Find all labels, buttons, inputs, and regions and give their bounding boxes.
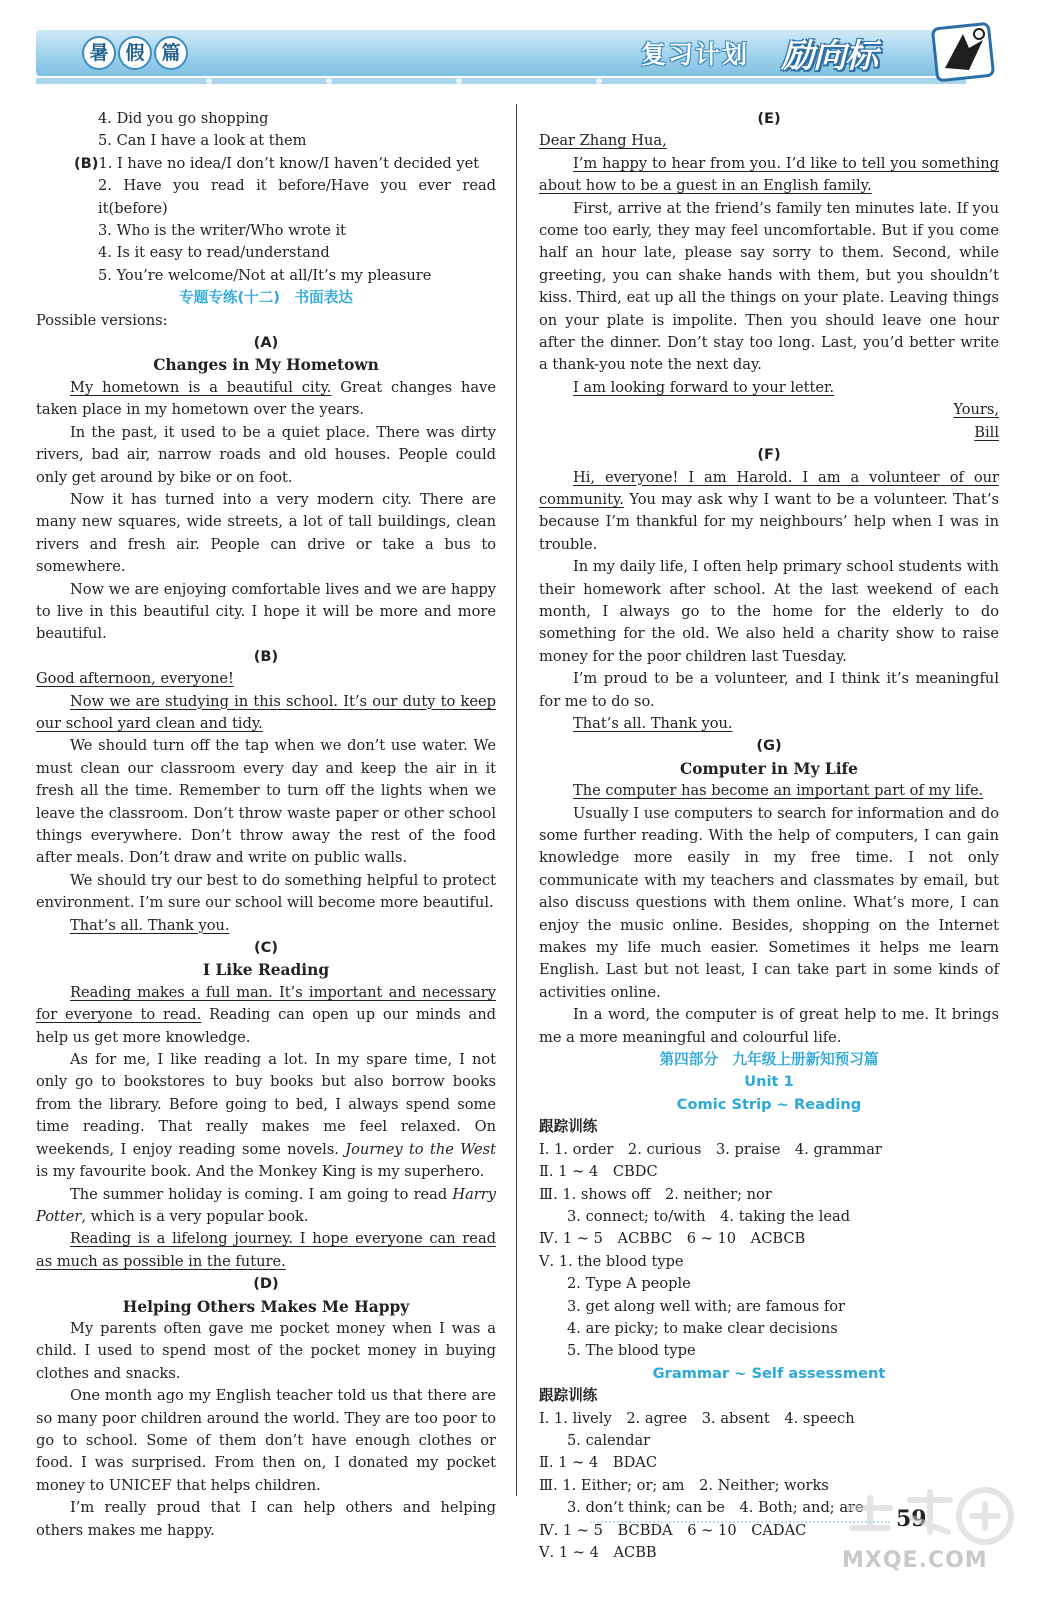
answer-label: (B) xyxy=(74,154,99,172)
essay-paragraph: I’m really proud that I can help others and helping others makes me happy. xyxy=(36,1499,496,1539)
right-column xyxy=(539,108,999,1564)
exercise-heading: 跟踪训练 xyxy=(539,1118,598,1136)
essay-closing xyxy=(539,713,999,735)
essay-paragraph xyxy=(36,982,496,1049)
exercise-line: Ⅳ. 1 ~ 5 BCBDA 6 ~ 10 CADAC xyxy=(539,1521,807,1539)
essay-paragraph: First, arrive at the friend’s family ten minutes late. If you come too early, they may feel uncomfortable. But if you come half an hour late, please say sorry to them. Second, while greeting, you can shake hands with them, but you shouldn’t kiss. Third, eat up all the things on your plate. Leaving things on your plate is impolite. Then you should leave one hour after the dinner. Don’t stay too long. Last, you’d better write a thank-you note the next day. xyxy=(539,199,999,374)
essay-paragraph: My parents often gave me pocket money when I was a child. I used to spend most of the pocket money in buying clothes and snacks. xyxy=(36,1319,496,1382)
essay-paragraph: In my daily life, I often help primary school students with their homework after school. At the last weekend of each month, I always go to the home for the elderly to do something for the old. We also held a charity show to raise money for the poor children last Tuesday. xyxy=(539,558,999,665)
exercise-line: Ⅴ. 1 ~ 4 ACBB xyxy=(539,1544,657,1561)
underlined-sentence: That’s all. Thank you. xyxy=(573,714,733,732)
essay-paragraph xyxy=(36,1049,496,1183)
underlined-sentence: I am looking forward to your letter. xyxy=(573,378,835,396)
underlined-sentence: Good afternoon, everyone! xyxy=(36,670,234,688)
possible-versions-label: Possible versions: xyxy=(36,311,168,329)
paragraph-text: You may ask why I want to be a volunteer. That’s because I’m thankful for my neighbours’ help when I was in trouble. xyxy=(539,490,999,553)
essay-label: (E) xyxy=(757,110,781,127)
essay-paragraph xyxy=(539,467,999,557)
essay-paragraph xyxy=(36,1228,496,1273)
essay-paragraph: I’m proud to be a volunteer, and I think it’s meaningful for me to do so. xyxy=(539,670,999,710)
underlined-sentence: My hometown is a beautiful city. xyxy=(70,378,332,396)
exercise-line: Ⅳ. 1 ~ 5 ACBBC 6 ~ 10 ACBCB xyxy=(539,1230,806,1248)
exercise-line: 2. Type A people xyxy=(567,1275,691,1293)
essay-paragraph: We should try our best to do something helpful to protect environment. I’m sure our school will become more beautiful. xyxy=(36,871,496,912)
essay-paragraph xyxy=(36,377,496,422)
paragraph-text: , which is a very popular book. xyxy=(81,1207,309,1225)
lesson-heading: Comic Strip ~ Reading xyxy=(676,1095,862,1113)
paragraph-text: Reading can open up our minds and help us get more knowledge. xyxy=(36,1006,496,1046)
essay-paragraph xyxy=(539,153,999,198)
answer-text: 1. I have no idea/I don’t know/I haven’t decided yet xyxy=(98,154,480,172)
left-column xyxy=(36,108,496,1542)
lesson-heading: Grammar ~ Self assessment xyxy=(652,1364,886,1382)
essay-label: (B) xyxy=(253,647,279,665)
exercise-line: Ⅰ. 1. lively 2. agree 3. absent 4. speech xyxy=(539,1409,855,1427)
exercise-line: Ⅱ. 1 ~ 4 CBDC xyxy=(539,1163,658,1181)
header-plan-title: 复习计划 xyxy=(641,40,750,69)
exercise-line: Ⅲ. 1. shows off 2. neither; nor xyxy=(539,1185,772,1203)
header-char: 暑 xyxy=(82,36,116,70)
exercise-line: 3. connect; to/with 4. taking the lead xyxy=(567,1207,851,1225)
letter-signature xyxy=(539,422,999,444)
essay-paragraph xyxy=(539,377,999,399)
essay-label: (G) xyxy=(756,737,782,755)
exercise-heading: 跟踪训练 xyxy=(539,1387,598,1405)
exercise-line: 3. don’t think; can be 4. Both; and; are xyxy=(567,1499,864,1517)
exercise-line: Ⅰ. 1. order 2. curious 3. praise 4. grammar xyxy=(539,1140,882,1158)
page-header xyxy=(36,26,1021,88)
exercise-line: 5. The blood type xyxy=(567,1342,696,1360)
header-rule xyxy=(36,78,966,84)
exercise-line: Ⅲ. 1. Either; or; am 2. Neither; works xyxy=(539,1476,829,1494)
essay-paragraph: Now we are enjoying comfortable lives and we are happy to live in this beautiful city. I hope it will be more and more beautiful. xyxy=(36,580,496,643)
exercise-line: 4. are picky; to make clear decisions xyxy=(567,1319,838,1337)
essay-greeting xyxy=(36,668,496,690)
part-heading: 第四部分 九年级上册新知预习篇 xyxy=(659,1051,879,1069)
answer-line: 4. Is it easy to read/understand xyxy=(98,244,330,262)
brand-logo-icon xyxy=(929,18,999,86)
underlined-sentence: Yours, xyxy=(953,401,999,419)
essay-label: (C) xyxy=(253,939,279,957)
answer-line: 5. You’re welcome/Not at all/It’s my pleasure xyxy=(98,266,432,284)
column-divider xyxy=(516,104,517,1496)
underlined-sentence: Bill xyxy=(974,423,999,441)
underlined-sentence: I’m happy to hear from you. I’d like to tell you something about how to be a guest in an English family. xyxy=(539,154,999,195)
essay-title: Computer in My Life xyxy=(680,759,858,778)
answer-line: 3. Who is the writer/Who wrote it xyxy=(98,222,347,240)
answer-line: 2. Have you read it before/Have you ever read it(before) xyxy=(98,177,496,217)
answer-line: 4. Did you go shopping xyxy=(98,110,269,127)
header-brand-logo-text: 励向标 xyxy=(781,36,877,75)
essay-paragraph xyxy=(36,1184,496,1229)
exercise-line: Ⅴ. 1. the blood type xyxy=(539,1252,684,1270)
paragraph-text: Great changes have taken place in my hometown over the years. xyxy=(36,378,496,419)
essay-label: (D) xyxy=(253,1275,279,1293)
underlined-sentence: Now we are studying in this school. It’s our duty to keep our school yard clean and tidy. xyxy=(36,692,496,732)
book-title: Harry Potter xyxy=(36,1185,496,1225)
essay-label: (A) xyxy=(253,334,279,352)
section-heading: 专题专练(十二) 书面表达 xyxy=(179,289,353,307)
essay-label: (F) xyxy=(757,446,781,464)
answer-line: 5. Can I have a look at them xyxy=(98,132,307,150)
underlined-sentence: Reading makes a full man. It’s important and necessary for everyone to read. xyxy=(36,983,496,1024)
paragraph-text: The summer holiday is coming. I am going to read xyxy=(70,1185,453,1203)
essay-paragraph: Now it has turned into a very modern city. There are many new squares, wide streets, a lot of tall buildings, clean rivers and fresh air. People can drive or take a bus to somewhere. xyxy=(36,490,496,576)
essay-closing xyxy=(36,915,496,937)
exercise-line: Ⅱ. 1 ~ 4 BDAC xyxy=(539,1454,657,1472)
header-badge xyxy=(82,36,188,70)
underlined-sentence: Reading is a lifelong journey. I hope everyone can read as much as possible in the future. xyxy=(36,1230,496,1270)
header-char: 篇 xyxy=(154,36,188,70)
paragraph-text: As for me, I like reading a lot. In my spare time, I not only go to bookstores to buy books but also borrow books from the library. Before going to bed, I always spend some time reading. That really makes me feel relaxed. On weekends, I enjoy reading some novels. xyxy=(36,1051,496,1158)
letter-close xyxy=(539,399,999,421)
essay-paragraph: One month ago my English teacher told us that there are so many poor children around the world. They are too poor to go to school. Some of them don’t have enough clothes or food. I was surprised. From then on, I donated my pocket money to UNICEF that helps children. xyxy=(36,1387,496,1494)
essay-title: Changes in My Hometown xyxy=(153,356,379,375)
book-title: Journey to the West xyxy=(345,1140,497,1158)
underlined-sentence: The computer has become an important part of my life. xyxy=(573,782,984,800)
underlined-sentence: Hi, everyone! I am Harold. I am a volunteer of our community. xyxy=(539,468,999,508)
essay-title: I Like Reading xyxy=(202,961,330,980)
essay-title: Helping Others Makes Me Happy xyxy=(122,1297,410,1316)
paragraph-text: is my favourite book. And the Monkey King is my superhero. xyxy=(36,1163,485,1181)
underlined-sentence: Dear Zhang Hua, xyxy=(539,132,667,150)
essay-paragraph: We should turn off the tap when we don’t use water. We must clean our classroom every day and keep the air in it fresh all the time. Remember to turn off the lights when we leave the classroom. Don’t throw waste paper or other school things everywhere. Don’t throw away the rest of the food after meals. Don’t draw and write on public walls. xyxy=(36,737,496,867)
exercise-line: 3. get along well with; are famous for xyxy=(567,1297,846,1315)
essay-paragraph: In the past, it used to be a quiet place. There was dirty rivers, bad air, narrow roads and old houses. People could only get around by bike or on foot. xyxy=(36,423,496,486)
exercise-line: 5. calendar xyxy=(567,1431,651,1449)
header-char: 假 xyxy=(118,36,152,70)
answer-line xyxy=(36,153,496,175)
essay-paragraph xyxy=(36,691,496,736)
essay-paragraph: In a word, the computer is of great help to me. It brings me a more meaningful and colourful life. xyxy=(539,1006,999,1046)
letter-salutation xyxy=(539,130,999,152)
underlined-sentence: That’s all. Thank you. xyxy=(70,916,230,934)
page-number: 59 xyxy=(896,1506,927,1532)
essay-paragraph xyxy=(539,780,999,802)
essay-paragraph: Usually I use computers to search for information and do some further reading. With the help of computers, I can gain knowledge more easily in my free time. I not only communicate with my teachers and classmates by email, but also discuss questions with them online. What’s more, I can enjoy the music online. Besides, shopping on the Internet makes my life much easier. Sometimes it helps me learn English. Last but not least, I can take part in some kinds of activities online. xyxy=(539,804,999,1001)
watermark-text: MXQE.COM xyxy=(842,1548,988,1573)
unit-heading: Unit 1 xyxy=(744,1073,794,1091)
